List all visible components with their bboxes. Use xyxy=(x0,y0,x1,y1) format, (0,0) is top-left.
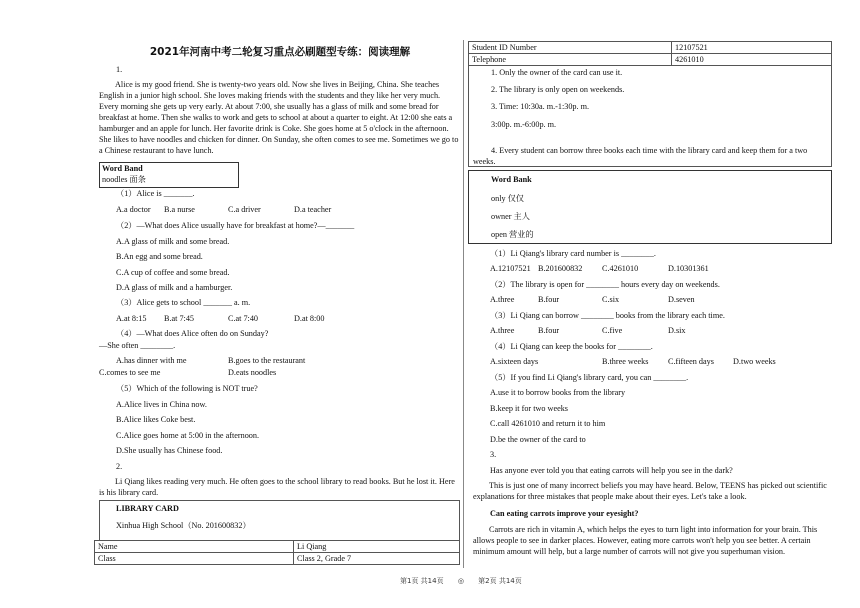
q1-5-option-b: B.Alice likes Coke best. xyxy=(116,415,196,424)
q2-5-option-b: B.keep it for two weeks xyxy=(490,404,568,413)
q1-5-option-d: D.She usually has Chinese food. xyxy=(116,446,223,455)
cell-phone-label: Telephone xyxy=(469,54,672,66)
q2-4-option-c: C.fifteen days xyxy=(668,357,714,366)
word-bank-item: owner 主人 xyxy=(491,212,530,221)
q1-5-option-c: C.Alice goes home at 5:00 in the afternoon. xyxy=(116,431,260,440)
page-title: 2021年河南中考二轮复习重点必刷题型专练：阅读理解 xyxy=(149,46,411,58)
q2-3-option-b: B.four xyxy=(538,326,560,335)
q1-4-stem: （4）—What does Alice often do on Sunday? xyxy=(116,329,269,338)
q1-2-stem: （2）—What does Alice usually have for breakfast at home?—_______ xyxy=(116,221,355,230)
q2-5-option-a: A.use it to borrow books from the library xyxy=(490,388,626,397)
rule-3-cont: 3:00p. m.-6:00p. m. xyxy=(491,120,557,129)
table-row xyxy=(469,54,832,66)
q2-4-stem: （4）Li Qiang can keep the books for ________. xyxy=(490,342,653,351)
q1-5-option-a: A.Alice lives in China now. xyxy=(116,400,207,409)
q1-1-option-d: D.a teacher xyxy=(294,205,332,214)
q1-3-option-c: C.at 7:40 xyxy=(228,314,259,323)
q2-3-option-d: D.six xyxy=(668,326,686,335)
word-band-box xyxy=(99,162,239,188)
q2-5-option-c: C.call 4261010 and return it to him xyxy=(490,419,606,428)
question-number-2: 2. xyxy=(116,462,123,471)
table-row xyxy=(95,553,460,565)
q1-1-option-a: A.a doctor xyxy=(116,205,151,214)
q1-1-option-c: C.a driver xyxy=(228,205,261,214)
q2-4-option-b: B.three weeks xyxy=(602,357,649,366)
q2-5-stem: （5）If you find Li Qiang's library card, you can ________. xyxy=(490,373,689,382)
q2-3-stem: （3）Li Qiang can borrow ________ books from the library each time. xyxy=(490,311,725,320)
q2-2-stem: （2）The library is open for ________ hours every day on weekends. xyxy=(490,280,720,289)
rule-1: 1. Only the owner of the card can use it. xyxy=(491,68,623,77)
q2-5-option-d: D.be the owner of the card to xyxy=(490,435,586,444)
word-bank-item: open 营业的 xyxy=(491,230,534,239)
cell-id-value: 12107521 xyxy=(672,42,832,54)
q1-3-option-d: D.at 8:00 xyxy=(294,314,325,323)
rule-2: 2. The library is only open on weekends. xyxy=(491,85,625,94)
rule-4: 4. Every student can borrow three books each time with the library card and keep them for a two weeks. xyxy=(473,146,808,167)
footer-page-left: 第1页 共14页 xyxy=(400,577,444,585)
passage-3-heading: Can eating carrots improve your eyesight? xyxy=(490,509,639,518)
word-band-title: Word Band xyxy=(102,164,143,173)
column-divider xyxy=(463,40,464,568)
cell-class-label: Class xyxy=(95,553,294,565)
cell-name-value: Li Qiang xyxy=(294,541,460,553)
rule-3: 3. Time: 10:30a. m.-1:30p. m. xyxy=(491,102,590,111)
q1-4-option-c: C.comes to see me xyxy=(99,368,161,377)
q2-3-option-c: C.five xyxy=(602,326,623,335)
passage-3-line-2: This is just one of many incorrect beliefs you may have heard. Below, TEENS has picked out scientific explanations for three mistakes that people make about their eyes. Let's take a look. xyxy=(473,481,827,502)
library-card-table-right xyxy=(468,41,832,66)
q2-1-option-a: A.12107521 xyxy=(490,264,531,273)
library-card-school: Xinhua High School（No. 201600832） xyxy=(116,521,251,530)
question-number-3: 3. xyxy=(490,450,497,459)
passage-1: Alice is my good friend. She is twenty-two years old. Now she lives in Beijing, China. She teaches English in a junior high school. She loves making friends with the students and they like her very much. Every morning she gets up very early. At about 7:00, she usually has a glass of milk and some bread for breakfast at home. Then she walks to work and gets to school at about a quarter to eight. At 12:00 she eats a hamburger and an apple for lunch. Her favorite drink is Coke. She goes home at 5 o'clock in the afternoon. She likes to have noodles and chicken for dinner. On Sunday, she often comes to see me. Sometimes we go to a Chinese restaurant to have lunch. xyxy=(99,80,459,156)
q1-4-option-d: D.eats noodles xyxy=(228,368,277,377)
q2-2-option-a: A.three xyxy=(490,295,515,304)
q1-4-stem-answer: —She often ________. xyxy=(99,341,176,350)
q2-1-option-c: C.4261010 xyxy=(602,264,639,273)
page-footer xyxy=(400,577,522,586)
question-number-1: 1. xyxy=(116,65,123,74)
library-card-rules xyxy=(468,65,832,167)
table-row xyxy=(95,541,460,553)
table-row xyxy=(469,42,832,54)
q1-2-option-b: B.An egg and some bread. xyxy=(116,252,203,261)
word-bank-title: Word Bank xyxy=(491,175,532,184)
q2-1-stem: （1）Li Qiang's library card number is ________. xyxy=(490,249,656,258)
footer-separator: ◎ xyxy=(457,577,464,585)
q2-2-option-b: B.four xyxy=(538,295,560,304)
cell-class-value: Class 2, Grade 7 xyxy=(294,553,460,565)
library-card-header xyxy=(99,500,460,540)
q2-1-option-d: D.10301361 xyxy=(668,264,709,273)
library-card-title: LIBRARY CARD xyxy=(116,504,179,513)
q1-2-option-c: C.A cup of coffee and some bread. xyxy=(116,268,230,277)
cell-phone-value: 4261010 xyxy=(672,54,832,66)
q1-4-option-a: A.has dinner with me xyxy=(116,356,187,365)
footer-page-right: 第2页 共14页 xyxy=(478,577,522,585)
q2-2-option-c: C.six xyxy=(602,295,620,304)
library-card-table-left xyxy=(94,540,460,565)
word-bank-item: only 仅仅 xyxy=(491,194,524,203)
q1-3-option-a: A.at 8:15 xyxy=(116,314,147,323)
word-band-item: noodles 面条 xyxy=(102,175,146,185)
q1-5-stem: （5）Which of the following is NOT true? xyxy=(116,384,258,393)
q1-2-option-d: D.A glass of milk and a hamburger. xyxy=(116,283,233,292)
q1-1-stem: （1）Alice is _______. xyxy=(116,189,195,198)
q1-1-option-b: B.a nurse xyxy=(164,205,195,214)
word-bank-box xyxy=(468,170,832,244)
cell-id-label: Student ID Number xyxy=(469,42,672,54)
q2-4-option-d: D.two weeks xyxy=(733,357,776,366)
cell-name-label: Name xyxy=(95,541,294,553)
q2-4-option-a: A.sixteen days xyxy=(490,357,539,366)
passage-2: Li Qiang likes reading very much. He often goes to the school library to read books. But he lost it. Here is his library card. xyxy=(99,477,455,498)
q2-1-option-b: B.201600832 xyxy=(538,264,583,273)
q1-3-option-b: B.at 7:45 xyxy=(164,314,195,323)
q1-4-option-b: B.goes to the restaurant xyxy=(228,356,306,365)
q1-3-stem: （3）Alice gets to school _______ a. m. xyxy=(116,298,251,307)
passage-3-line-3: Carrots are rich in vitamin A, which helps the eyes to turn light into information for your brain. This allows people to see in darker places. However, eating more carrots won't help you see better. A certain minimum amount will help, but a large number of carrots will not give you superhuman vision. xyxy=(473,525,818,557)
q2-3-option-a: A.three xyxy=(490,326,515,335)
passage-3-line-1: Has anyone ever told you that eating carrots will help you see in the dark? xyxy=(490,466,733,475)
q2-2-option-d: D.seven xyxy=(668,295,695,304)
q1-2-option-a: A.A glass of milk and some bread. xyxy=(116,237,230,246)
